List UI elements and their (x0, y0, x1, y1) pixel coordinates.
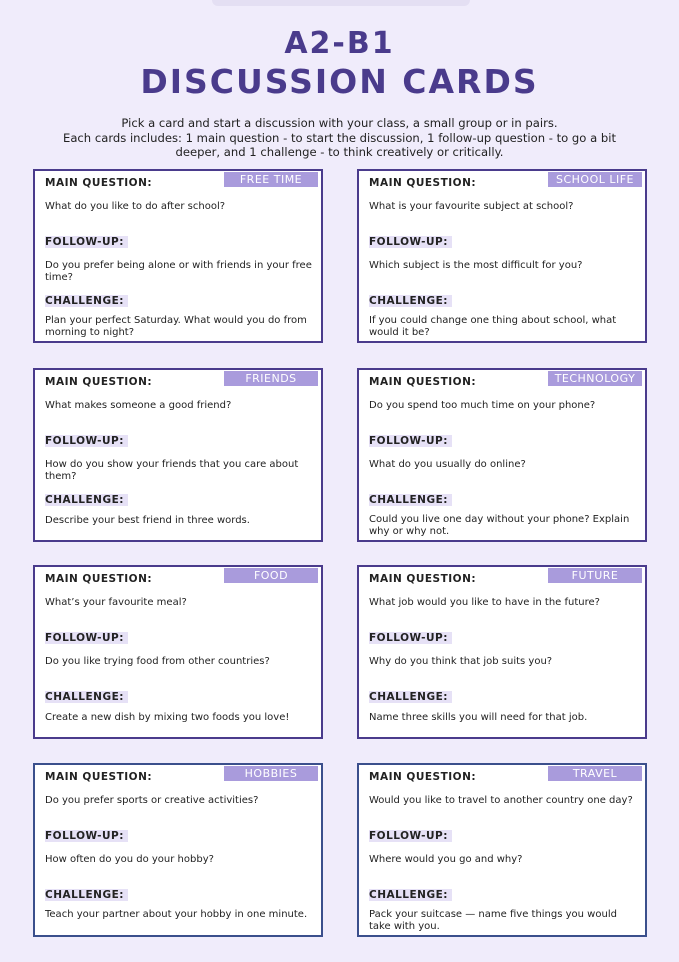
card-hobbies (33, 763, 323, 937)
challenge-text: Describe your best friend in three words. (45, 515, 250, 526)
card-topic: FREE TIME (224, 172, 318, 187)
challenge-text: Name three skills you will need for that job. (369, 712, 588, 723)
card-friends (33, 368, 323, 542)
page-title-level: A2-B1 (284, 26, 395, 61)
follow-up-label: FOLLOW-UP: (45, 435, 128, 447)
main-question-text: Do you prefer sports or creative activities? (45, 795, 259, 806)
card-future (357, 565, 647, 739)
card-technology (357, 368, 647, 542)
challenge-label: CHALLENGE: (45, 691, 128, 703)
main-question-text: What job would you like to have in the future? (369, 597, 600, 608)
follow-up-text: Do you prefer being alone or with friends in your free time? (45, 260, 312, 283)
main-question-label: MAIN QUESTION: (45, 771, 153, 783)
main-question-text: What is your favourite subject at school? (369, 201, 574, 212)
follow-up-text: Which subject is the most difficult for you? (369, 260, 583, 271)
card-school-life (357, 169, 647, 343)
intro-line: Pick a card and start a discussion with your class, a small group or in pairs. (121, 116, 558, 130)
main-question-text: Would you like to travel to another country one day? (369, 795, 633, 806)
follow-up-label: FOLLOW-UP: (369, 632, 452, 644)
follow-up-label: FOLLOW-UP: (369, 236, 452, 248)
follow-up-label: FOLLOW-UP: (45, 632, 128, 644)
challenge-text: If you could change one thing about school, what would it be? (369, 315, 617, 338)
follow-up-text: Where would you go and why? (369, 854, 523, 865)
main-question-text: What do you like to do after school? (45, 201, 226, 212)
challenge-label: CHALLENGE: (369, 494, 452, 506)
main-question-text: What makes someone a good friend? (45, 400, 232, 411)
follow-up-text: What do you usually do online? (369, 459, 526, 470)
card-topic: FUTURE (548, 568, 642, 583)
main-question-label: MAIN QUESTION: (369, 177, 477, 189)
follow-up-label: FOLLOW-UP: (45, 830, 128, 842)
challenge-text: Plan your perfect Saturday. What would you do from morning to night? (45, 315, 307, 338)
challenge-label: CHALLENGE: (45, 889, 128, 901)
card-topic: FOOD (224, 568, 318, 583)
main-question-label: MAIN QUESTION: (45, 177, 153, 189)
card-topic: FRIENDS (224, 371, 318, 386)
main-question-label: MAIN QUESTION: (45, 573, 153, 585)
challenge-label: CHALLENGE: (45, 295, 128, 307)
challenge-label: CHALLENGE: (45, 494, 128, 506)
card-topic: SCHOOL LIFE (548, 172, 642, 187)
follow-up-text: How often do you do your hobby? (45, 854, 214, 865)
card-topic: HOBBIES (224, 766, 318, 781)
card-food (33, 565, 323, 739)
intro-line: Each cards includes: 1 main question - to start the discussion, 1 follow-up question - to go a bit (63, 130, 616, 145)
card-topic: TRAVEL (548, 766, 642, 781)
top-tab-decoration (212, 0, 470, 6)
challenge-text: Could you live one day without your phone? Explain why or why not. (369, 514, 630, 537)
follow-up-label: FOLLOW-UP: (45, 236, 128, 248)
challenge-text: Pack your suitcase — name five things you would take with you. (369, 909, 617, 932)
follow-up-label: FOLLOW-UP: (369, 435, 452, 447)
page-title: DISCUSSION CARDS (140, 62, 539, 101)
follow-up-text: Why do you think that job suits you? (369, 656, 553, 667)
challenge-text: Create a new dish by mixing two foods you love! (45, 712, 290, 723)
challenge-label: CHALLENGE: (369, 691, 452, 703)
challenge-label: CHALLENGE: (369, 889, 452, 901)
follow-up-text: Do you like trying food from other countries? (45, 656, 270, 667)
card-free-time (33, 169, 323, 343)
main-question-label: MAIN QUESTION: (369, 573, 477, 585)
main-question-label: MAIN QUESTION: (45, 376, 153, 388)
follow-up-label: FOLLOW-UP: (369, 830, 452, 842)
main-question-text: Do you spend too much time on your phone? (369, 400, 596, 411)
challenge-text: Teach your partner about your hobby in one minute. (45, 909, 308, 920)
intro-line: deeper, and 1 challenge - to think creatively or critically. (175, 145, 504, 159)
main-question-label: MAIN QUESTION: (369, 376, 477, 388)
main-question-text: What’s your favourite meal? (45, 597, 187, 608)
card-topic: TECHNOLOGY (548, 371, 642, 386)
challenge-label: CHALLENGE: (369, 295, 452, 307)
intro-text (60, 116, 619, 160)
card-travel (357, 763, 647, 937)
follow-up-text: How do you show your friends that you care about them? (45, 459, 299, 482)
main-question-label: MAIN QUESTION: (369, 771, 477, 783)
